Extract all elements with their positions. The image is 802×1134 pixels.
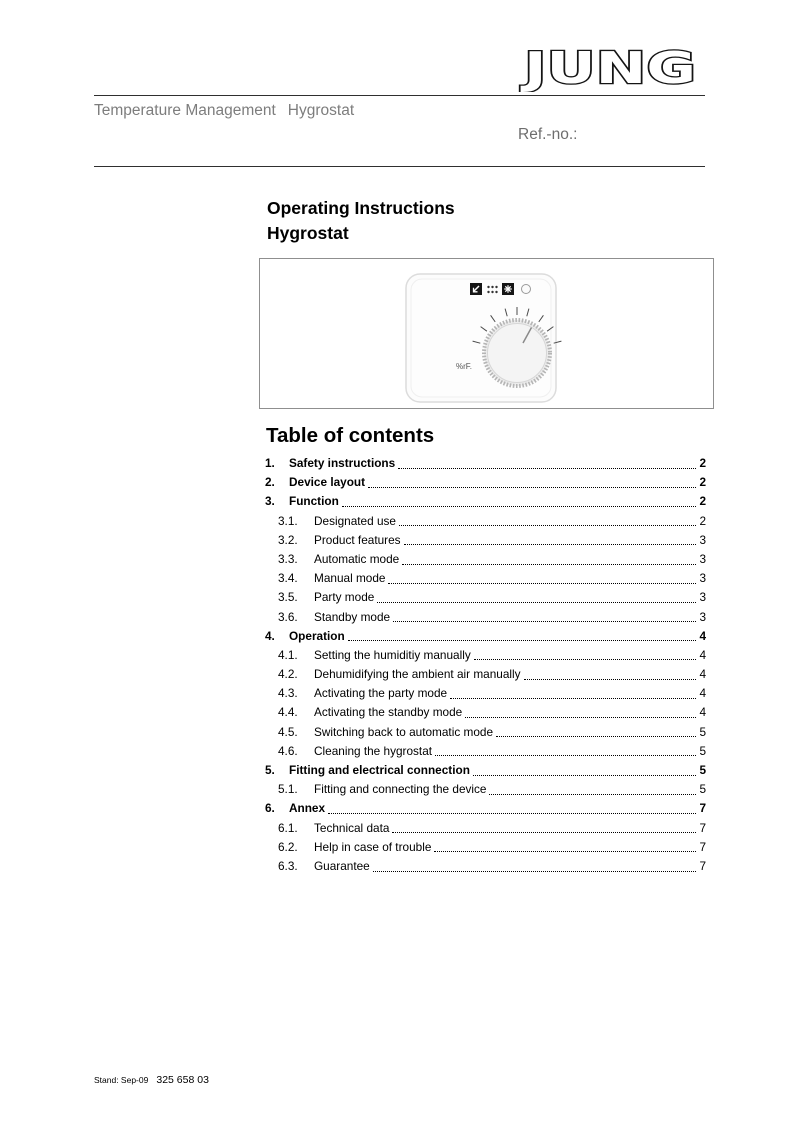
toc-entry-page: 5 [699,763,706,777]
toc-entry-label: Standby mode [314,609,391,624]
toc-entry [265,761,706,780]
toc-entry [265,799,706,818]
toc-entry [265,512,706,531]
device-figure [259,258,714,409]
toc-entry-number: 6.2. [278,839,298,854]
toc-leader-dots [348,640,697,641]
document-title [267,196,455,246]
toc-entry-number: 4.6. [278,743,298,758]
toc-leader-dots [474,659,697,660]
toc-entry [265,627,706,646]
toc-entry [265,646,706,665]
product-category: Temperature Management [94,102,276,119]
toc-entry-number: 5.1. [278,782,298,797]
toc-entry-label: Activating the party mode [314,686,448,701]
toc-entry-page: 2 [699,475,706,490]
revision-date: Stand: Sep-09 [94,1075,149,1085]
toc-entry-page: 4 [699,667,706,682]
toc-entry-number: 6.3. [278,858,298,873]
toc-entry-label: Fitting and electrical connection [289,763,470,777]
dial-unit-label: %rF. [456,362,472,371]
toc-entry [265,569,706,588]
toc-entry-label: Switching back to automatic mode [314,724,494,739]
toc-entry-label: Designated use [314,513,396,528]
toc-entry-page: 3 [699,532,706,547]
toc-entry [265,665,706,684]
toc-entry-number: 4. [265,628,275,643]
toc-entry-label: Automatic mode [314,551,400,566]
toc-leader-dots [524,679,697,680]
toc-entry-label: Activating the standby mode [314,705,463,720]
toc-leader-dots [399,525,696,526]
toc-entry-page: 3 [699,551,706,566]
toc-leader-dots [393,621,696,622]
toc-entry-label: Cleaning the hygrostat [314,743,433,758]
toc-entry-number: 1. [265,456,275,470]
toc-leader-dots [450,698,696,699]
toc-entry-number: 3.2. [278,532,298,547]
document-title-line2: Hygrostat [267,223,349,243]
toc-leader-dots [377,602,696,603]
document-title-line1: Operating Instructions [267,198,455,218]
ref-number-label: Ref.-no.: [518,126,578,143]
toc-entry-page: 2 [699,494,706,509]
toc-entry [265,780,706,799]
toc-entry [265,588,706,607]
toc-entry-number: 3.5. [278,590,298,605]
rotary-dial [484,320,550,386]
toc-entry-number: 4.4. [278,705,298,720]
toc-entry-number: 6.1. [278,820,298,835]
toc-leader-dots [368,487,696,488]
toc-leader-dots [392,832,696,833]
toc-leader-dots [435,755,696,756]
toc-entry-label: Setting the humiditiy manually [314,647,471,662]
jung-logo-text: JUNG [519,43,696,92]
toc-leader-dots [465,717,696,718]
page-footer [94,1070,209,1088]
toc-entry-number: 6. [265,801,275,816]
toc-entry-page: 7 [699,858,706,873]
toc-entry-label: Manual mode [314,571,386,586]
toc-entry-number: 3.4. [278,571,298,586]
toc-entry-label: Safety instructions [289,456,396,470]
toc-entry-number: 3.1. [278,513,298,528]
toc-entry-number: 4.1. [278,647,298,662]
toc-entry-page: 4 [699,686,706,701]
toc-leader-dots [342,506,697,507]
toc-entry [265,838,706,857]
toc-leader-dots [473,775,697,776]
table-of-contents [265,454,706,876]
toc-leader-dots [388,583,696,584]
toc-entry-number: 4.5. [278,724,298,739]
toc-heading: Table of contents [266,424,435,447]
toc-entry [265,723,706,742]
toc-leader-dots [489,794,696,795]
toc-entry [265,454,706,473]
toc-entry-number: 3. [265,494,275,509]
device-illustration [260,259,713,408]
toc-entry [265,819,706,838]
toc-entry [265,608,706,627]
toc-entry-page: 7 [699,801,706,816]
toc-entry-page: 4 [699,647,706,662]
product-name: Hygrostat [287,102,355,119]
toc-entry [265,684,706,703]
toc-entry-page: 7 [699,839,706,854]
toc-entry-number: 5. [265,763,275,777]
toc-entry-page: 2 [699,456,706,470]
toc-entry-label: Annex [289,801,326,816]
toc-entry-page: 7 [699,820,706,835]
order-number: 325 658 03 [156,1074,209,1086]
toc-entry-label: Function [289,494,339,509]
toc-entry-page: 3 [699,590,706,605]
toc-entry [265,473,706,492]
toc-leader-dots [328,813,696,814]
toc-leader-dots [404,544,697,545]
jung-logo-svg [516,40,704,92]
toc-leader-dots [398,468,696,469]
toc-leader-dots [434,851,696,852]
toc-entry-page: 3 [699,609,706,624]
header-rule-bottom [94,166,705,167]
jung-logo [516,40,704,92]
toc-entry-page: 5 [699,782,706,797]
toc-leader-dots [496,736,696,737]
manual-arrow-icon [470,283,482,295]
toc-entry-number: 4.3. [278,686,298,701]
toc-entry [265,531,706,550]
toc-entry-page: 4 [699,705,706,720]
toc-entry-number: 4.2. [278,667,298,682]
toc-entry-page: 2 [699,513,706,528]
toc-entry-page: 4 [699,628,706,643]
toc-entry-label: Fitting and connecting the device [314,782,487,797]
toc-leader-dots [373,871,697,872]
toc-entry-label: Technical data [314,820,390,835]
toc-entry-label: Operation [289,628,345,643]
fan-icon [502,283,514,295]
toc-entry-number: 2. [265,475,275,490]
product-line [94,102,354,120]
toc-entry [265,550,706,569]
toc-entry-page: 3 [699,571,706,586]
toc-entry-number: 3.6. [278,609,298,624]
push-button [522,285,531,294]
header-rule-top [94,95,705,96]
toc-entry-label: Dehumidifying the ambient air manually [314,667,521,682]
toc-entry [265,857,706,876]
toc-entry-label: Guarantee [314,858,370,873]
toc-leader-dots [402,564,696,565]
toc-entry-label: Help in case of trouble [314,839,432,854]
toc-entry-label: Product features [314,532,401,547]
toc-entry-page: 5 [699,743,706,758]
toc-entry-number: 3.3. [278,551,298,566]
toc-entry [265,492,706,511]
toc-entry-page: 5 [699,724,706,739]
toc-entry [265,703,706,722]
toc-entry [265,742,706,761]
toc-entry-label: Party mode [314,590,375,605]
toc-entry-label: Device layout [289,475,366,490]
